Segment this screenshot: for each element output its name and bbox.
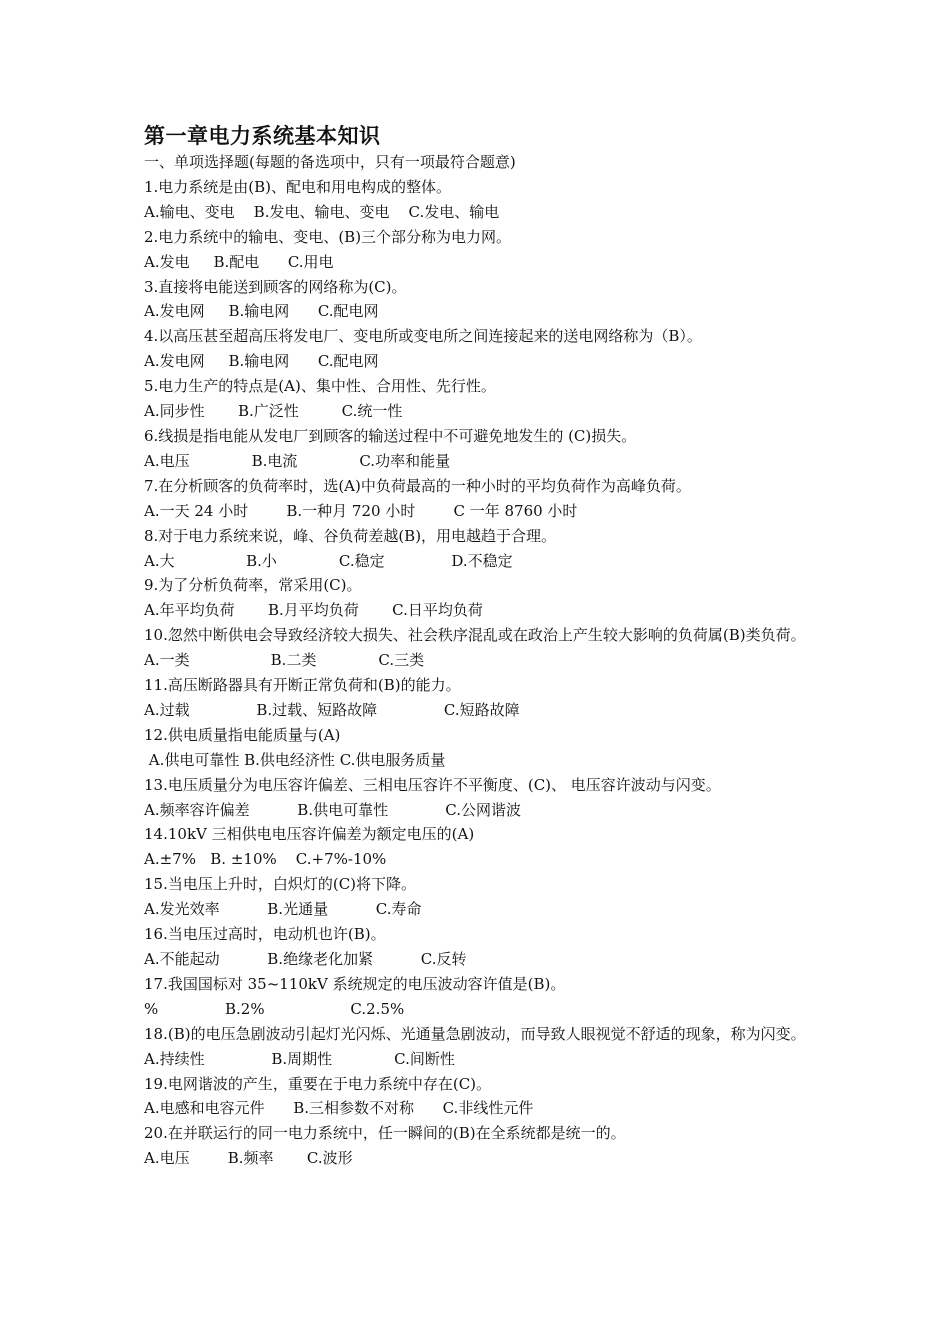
question-10-options: A.一类 B.二类 C.三类 bbox=[144, 651, 425, 670]
question-5-options: A.同步性 B.广泛性 C.统一性 bbox=[144, 402, 403, 421]
question-1: 1.电力系统是由(B)、配电和用电构成的整体。 bbox=[144, 177, 452, 196]
question-19-options: A.电感和电容元件 B.三相参数不对称 C.非线性元件 bbox=[144, 1099, 534, 1118]
question-9-options: A.年平均负荷 B.月平均负荷 C.日平均负荷 bbox=[144, 601, 483, 620]
section-heading: 一、单项选择题(每题的备选项中，只有一项最符合题意) bbox=[144, 153, 516, 171]
question-18-options: A.持续性 B.周期性 C.间断性 bbox=[144, 1049, 455, 1068]
question-13-options: A.频率容许偏差 B.供电可靠性 C.公网谐波 bbox=[144, 800, 522, 819]
question-20: 20.在并联运行的同一电力系统中，任一瞬间的(B)在全系统都是统一的。 bbox=[144, 1124, 626, 1143]
question-14: 14.10kV 三相供电电压容许偏差为额定电压的(A) bbox=[144, 825, 475, 844]
question-4-options: A.发电网 B.输电网 C.配电网 bbox=[144, 352, 379, 371]
question-12: 12.供电质量指电能质量与(A) bbox=[144, 725, 341, 744]
question-3: 3.直接将电能送到顾客的网络称为(C)。 bbox=[144, 277, 407, 296]
question-18: 18.(B)的电压急剧波动引起灯光闪烁、光通量急剧波动，而导致人眼视觉不舒适的现象，称为闪变。 bbox=[144, 1024, 806, 1043]
question-15-options: A.发光效率 B.光通量 C.寿命 bbox=[144, 900, 422, 919]
question-14-options: A.±7% B. ±10% C.+7%-10% bbox=[144, 850, 387, 869]
question-16-options: A.不能起动 B.绝缘老化加紧 C.反转 bbox=[144, 950, 467, 968]
question-15: 15.当电压上升时，白炽灯的(C)将下降。 bbox=[144, 875, 417, 894]
question-7: 7.在分析顾客的负荷率时，选(A)中负荷最高的一种小时的平均负荷作为高峰负荷。 bbox=[144, 476, 691, 495]
question-12-options: A.供电可靠性 B.供电经济性 C.供电服务质量 bbox=[144, 750, 446, 769]
question-13: 13.电压质量分为电压容许偏差、三相电压容许不平衡度、(C)、 电压容许波动与闪变。 bbox=[144, 775, 721, 794]
question-19: 19.电网谐波的产生，重要在于电力系统中存在(C)。 bbox=[144, 1074, 492, 1093]
question-6-options: A.电压 B.电流 C.功率和能量 bbox=[144, 451, 451, 470]
question-2-options: A.发电 B.配电 C.用电 bbox=[144, 252, 334, 271]
question-11: 11.高压断路器具有开断正常负荷和(B)的能力。 bbox=[144, 676, 461, 695]
question-7-options: A.一天 24 小时 B.一种月 720 小时 C 一年 8760 小时 bbox=[144, 501, 578, 520]
question-8: 8.对于电力系统来说，峰、谷负荷差越(B)，用电越趋于合理。 bbox=[144, 526, 557, 545]
question-11-options: A.过载 B.过载、短路故障 C.短路故障 bbox=[144, 700, 520, 719]
question-9: 9.为了分析负荷率，常采用(C)。 bbox=[144, 576, 362, 595]
chapter-title: 第一章电力系统基本知识 bbox=[144, 124, 381, 148]
question-10: 10.忽然中断供电会导致经济较大损失、社会秩序混乱或在政治上产生较大影响的负荷属(B)类负荷。 bbox=[144, 626, 806, 645]
question-6: 6.线损是指电能从发电厂到顾客的输送过程中不可避免地发生的 (C)损失。 bbox=[144, 426, 637, 445]
question-20-options: A.电压 B.频率 C.波形 bbox=[144, 1149, 353, 1168]
question-2: 2.电力系统中的输电、变电、(B)三个部分称为电力网。 bbox=[144, 227, 512, 246]
question-17: 17.我国国标对 35~110kV 系统规定的电压波动容许值是(B)。 bbox=[144, 974, 566, 993]
question-5: 5.电力生产的特点是(A)、集中性、合用性、先行性。 bbox=[144, 377, 496, 396]
question-17-options: % B.2% C.2.5% bbox=[144, 999, 405, 1018]
question-16: 16.当电压过高时，电动机也许(B)。 bbox=[144, 925, 386, 944]
question-8-options: A.大 B.小 C.稳定 D.不稳定 bbox=[144, 551, 513, 570]
document-body bbox=[144, 122, 824, 1171]
question-3-options: A.发电网 B.输电网 C.配电网 bbox=[144, 302, 379, 321]
question-1-options: A.输电、变电 B.发电、输电、变电 C.发电、输电 bbox=[144, 202, 500, 221]
question-4: 4.以高压甚至超高压将发电厂、变电所或变电所之间连接起来的送电网络称为（B）。 bbox=[144, 327, 702, 346]
